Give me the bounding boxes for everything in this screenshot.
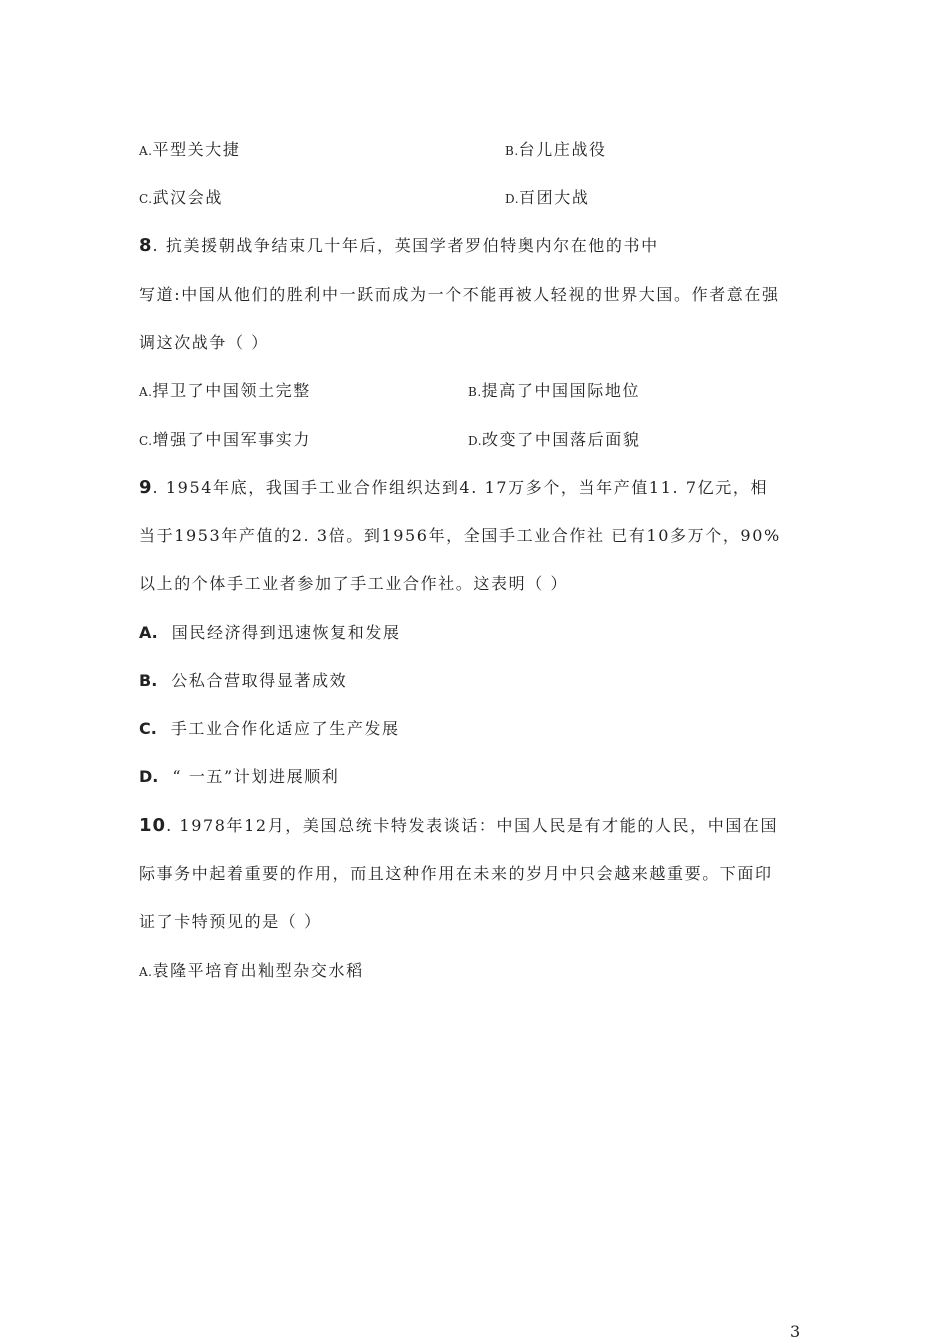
q9-option-a [139, 623, 401, 643]
q7-option-a [139, 140, 241, 161]
q8-option-b [468, 381, 640, 402]
option-label: B. [139, 671, 158, 690]
q9-option-d [139, 767, 339, 787]
q8-option-d [468, 430, 640, 451]
option-label: A. [139, 385, 153, 399]
option-label: D. [505, 192, 520, 206]
question-number: 8 [139, 235, 153, 256]
q10-option-a [139, 961, 364, 982]
option-text: 增强了中国军事实力 [152, 430, 311, 449]
option-label: C. [139, 719, 157, 738]
option-label: D. [468, 434, 483, 448]
option-text: 公私合营取得显著成效 [171, 671, 348, 690]
option-text: “ 一五”计划进展顺利 [172, 767, 340, 786]
option-label: B. [505, 144, 519, 158]
q9-option-c [139, 719, 400, 739]
q8-option-a [139, 381, 311, 402]
question-text: . 1954年底，我国手工业合作组织达到4. 17万多个，当年产值11. 7亿元，相 [152, 478, 769, 497]
option-label: A. [139, 623, 158, 642]
option-text: 国民经济得到迅速恢复和发展 [171, 623, 401, 642]
q9-stem-line-2: 当于1953年产值的2. 3倍。到1956年，全国手工业合作社 已有10多万个，90% [139, 526, 781, 545]
option-text: 台儿庄战役 [518, 140, 607, 159]
option-text: 改变了中国落后面貌 [482, 430, 641, 449]
q7-option-c [139, 188, 223, 209]
option-label: B. [468, 385, 482, 399]
question-number: 9 [139, 477, 153, 498]
q8-stem-line-1 [139, 236, 659, 256]
q10-stem-line-1 [139, 816, 778, 836]
option-text: 平型关大捷 [152, 140, 241, 159]
option-text: 袁隆平培育出籼型杂交水稻 [152, 961, 364, 980]
option-label: D. [139, 767, 159, 786]
option-label: C. [139, 434, 153, 448]
option-label: A. [139, 965, 153, 979]
option-text: 捍卫了中国领土完整 [152, 381, 311, 400]
option-text: 手工业合作化适应了生产发展 [170, 719, 400, 738]
question-text: . 抗美援朝战争结束几十年后，英国学者罗伯特奥内尔在他的书中 [152, 236, 659, 255]
question-text: . 1978年12月，美国总统卡特发表谈话：中国人民是有才能的人民，中国在国 [166, 816, 779, 835]
option-text: 百团大战 [519, 188, 590, 207]
option-label: A. [139, 144, 153, 158]
question-number: 10 [139, 815, 167, 836]
q8-stem-line-3: 调这次战争（ ） [139, 333, 269, 352]
q9-option-b [139, 671, 347, 691]
option-label: C. [139, 192, 153, 206]
q10-stem-line-2: 际事务中起着重要的作用，而且这种作用在未来的岁月中只会越来越重要。下面印 [139, 864, 773, 883]
q10-stem-line-3: 证了卡特预见的是（ ） [139, 912, 322, 931]
q9-stem-line-3: 以上的个体手工业者参加了手工业合作社。这表明（ ） [139, 574, 569, 593]
q8-option-c [139, 430, 311, 451]
option-text: 武汉会战 [152, 188, 223, 207]
page-number: 3 [790, 1322, 801, 1341]
option-text: 提高了中国国际地位 [481, 381, 641, 400]
q8-stem-line-2: 写道:中国从他们的胜利中一跃而成为一个不能再被人轻视的世界大国。作者意在强 [139, 285, 780, 304]
q7-option-d [505, 188, 589, 209]
q7-option-b [505, 140, 607, 161]
q9-stem-line-1 [139, 478, 768, 498]
